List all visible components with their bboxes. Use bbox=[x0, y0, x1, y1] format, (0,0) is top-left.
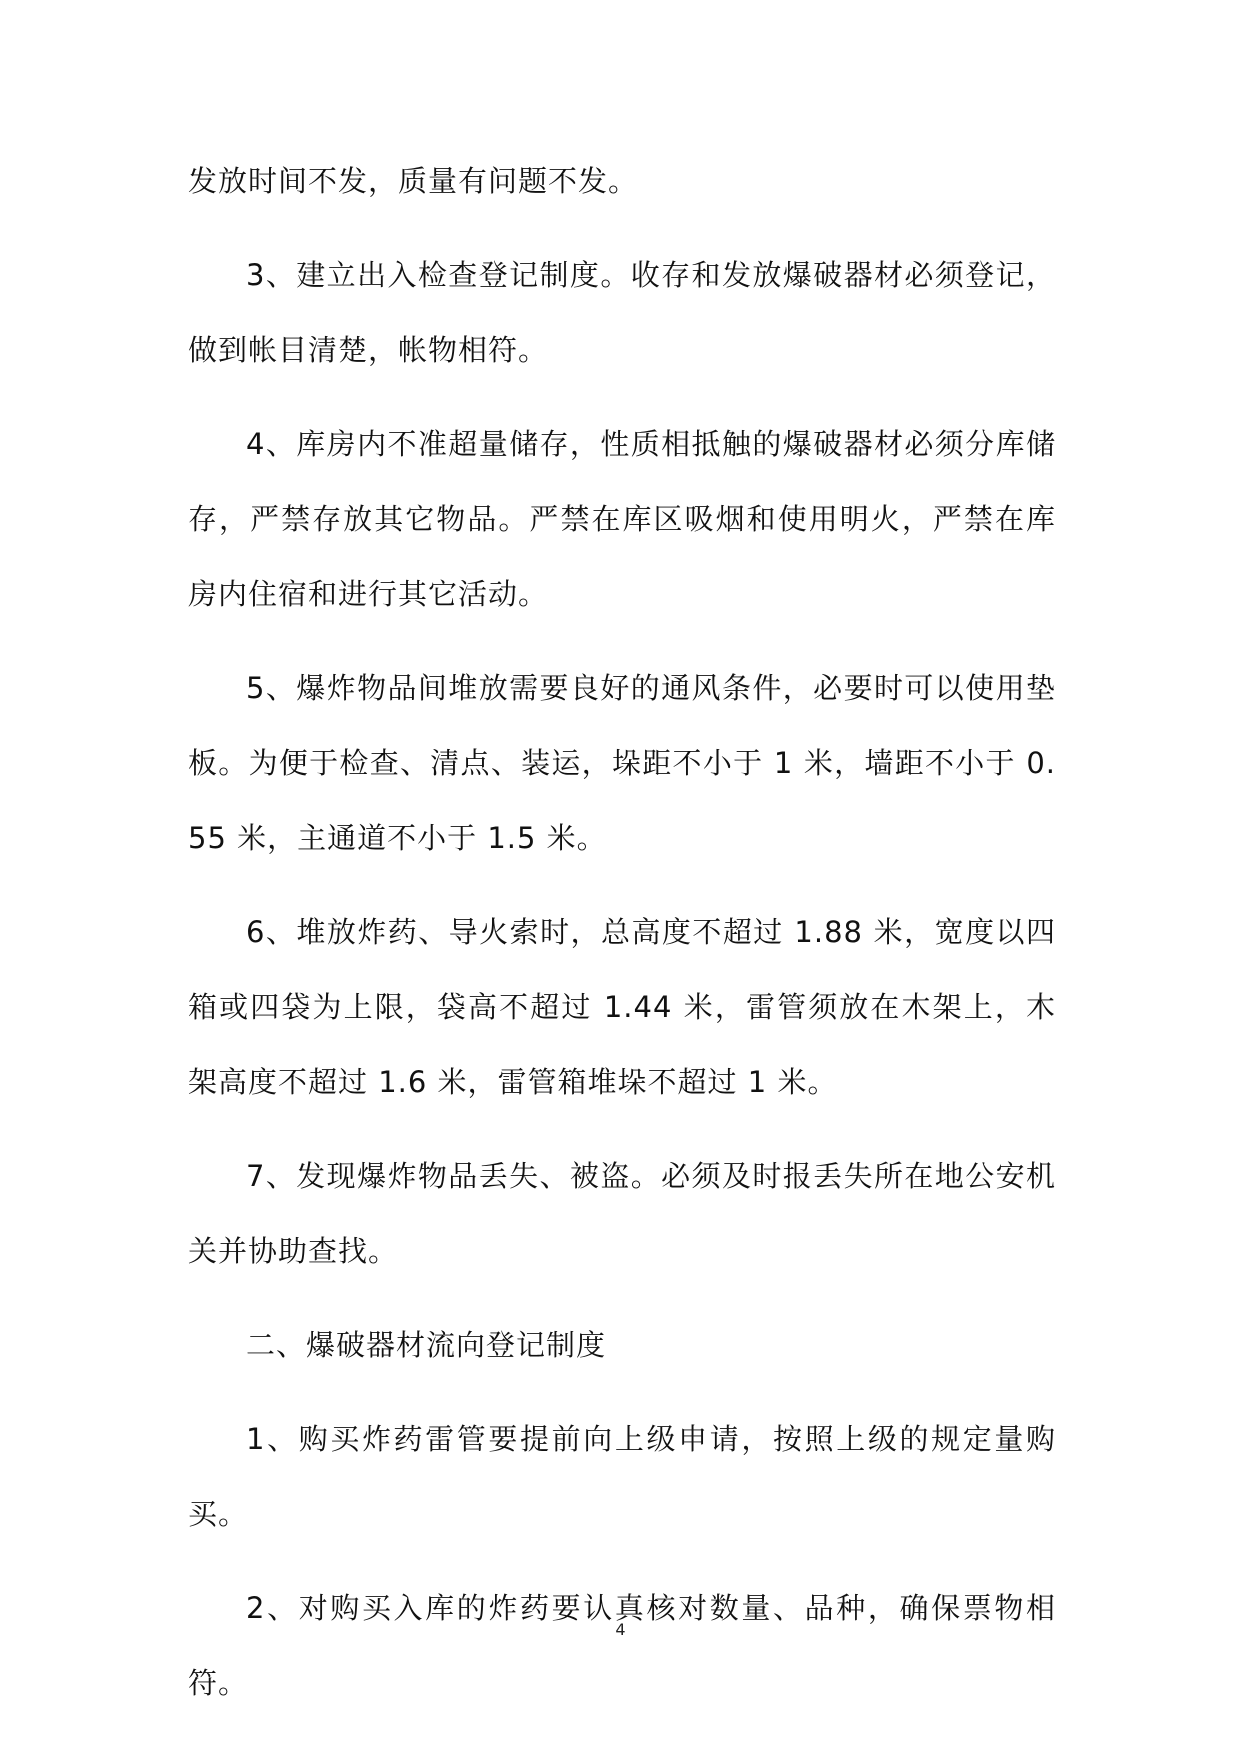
paragraph-item-3: 3、建立出入检查登记制度。收存和发放爆破器材必须登记，做到帐目清楚，帐物相符。 bbox=[188, 258, 1056, 367]
document-body bbox=[188, 144, 1056, 1740]
paragraph-item-7: 7、发现爆炸物品丢失、被盗。必须及时报丢失所在地公安机关并协助查找。 bbox=[188, 1159, 1056, 1268]
paragraph-continuation: 发放时间不发，质量有问题不发。 bbox=[188, 164, 639, 198]
paragraph-item-6: 6、堆放炸药、导火索时，总高度不超过 1.88 米，宽度以四箱或四袋为上限，袋高不超过 1.44 米，雷管须放在木架上，木架高度不超过 1.6 米，雷管箱堆垛不超过 1 米。 bbox=[188, 915, 1056, 1099]
paragraph-item-4: 4、库房内不准超量储存，性质相抵触的爆破器材必须分库储存，严禁存放其它物品。严禁在库区吸烟和使用明火，严禁在库房内住宿和进行其它活动。 bbox=[188, 427, 1056, 611]
paragraph-item-2: 2、对购买入库的炸药要认真核对数量、品种，确保票物相符。 bbox=[188, 1591, 1056, 1700]
section-heading: 二、爆破器材流向登记制度 bbox=[246, 1328, 607, 1362]
paragraph-item-5: 5、爆炸物品间堆放需要良好的通风条件，必要时可以使用垫板。为便于检查、清点、装运，垛距不小于 1 米，墙距不小于 0.55 米，主通道不小于 1.5 米。 bbox=[188, 671, 1056, 855]
page-number: 4 bbox=[615, 1620, 626, 1639]
paragraph-item-1: 1、购买炸药雷管要提前向上级申请，按照上级的规定量购买。 bbox=[188, 1422, 1056, 1531]
